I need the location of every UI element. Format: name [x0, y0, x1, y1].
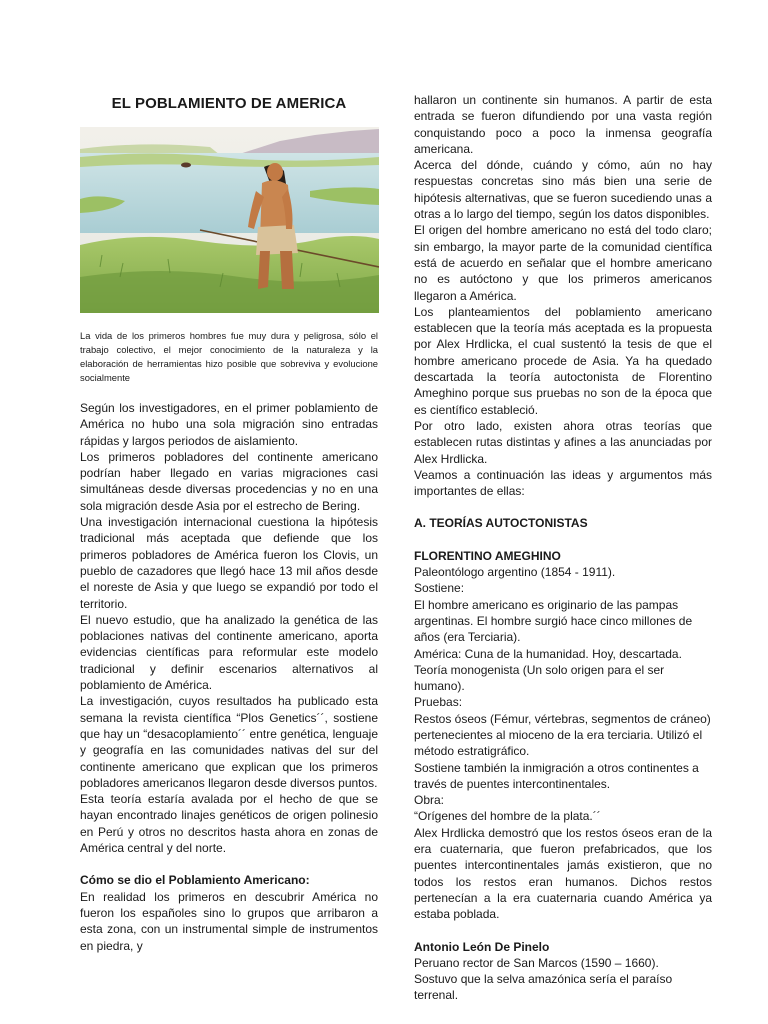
- figure-caption: La vida de los primeros hombres fue muy dura y peligrosa, sólo el trabajo colectivo, el mejor conocimiento de la naturaleza y la elaboración de herramientas hizo posible que sobreviva y evolucione socialmente: [80, 330, 378, 383]
- paragraph: Por otro lado, existen ahora otras teorías que establecen rutas distintas y afines a las anunciadas por Alex Hrdlicka.: [414, 418, 712, 466]
- ameghino-heading: FLORENTINO AMEGHINO: [414, 548, 561, 563]
- list-line: Sostiene:: [414, 581, 465, 596]
- paragraph: La investigación, cuyos resultados ha publicado esta semana la revista científica “Plos Genetics´´, sostiene que hay un “desacoplamiento´´ entre genética, lenguaje y geografía en las comunidades nativas del sur del continente americano que explican que los primeros pobladores americanos llegaron desde diversos puntos.: [80, 694, 378, 790]
- pinelo-heading: Antonio León De Pinelo: [414, 939, 550, 954]
- pinelo-section: [414, 939, 712, 1004]
- list-line: “Orígenes del hombre de la plata.´´: [414, 809, 601, 824]
- left-column: [80, 400, 378, 954]
- paragraph: Los planteamientos del poblamiento americano establecen que la teoría más aceptada es la propuesta por Alex Hrdlicka, el cual sustentó la tesis de que el hombre americano procede de Asia. Ya ha quedado descartada la teoría autoctonista de Florentino Ameghino porque sus pruebas no son de la época que es científico estableció.: [414, 304, 712, 417]
- section-subheading: Cómo se dio el Poblamiento Americano:: [80, 873, 310, 888]
- section-heading: A. TEORÍAS AUTOCTONISTAS: [414, 516, 588, 531]
- paragraph: Según los investigadores, en el primer poblamiento de América no hubo una sola migración sino entradas rápidas y largos periodos de aislamiento.: [80, 401, 378, 448]
- list-line: Alex Hrdlicka demostró que los restos óseos eran de la era cuaternaria, que fueron prefabricados, que los puentes intercontinentales jamás existieron, que no todos los restos eran humanos. Dichos restos pertenecían a la era cuaternaria cuando América ya estaba poblada.: [414, 825, 712, 922]
- list-line: Restos óseos (Fémur, vértebras, segmentos de cráneo) pertenecientes al mioceno de la era terciaria. Utilizó el método estratigráfico.: [414, 711, 711, 759]
- list-line: Sostuvo que la selva amazónica sería el paraíso terrenal.: [414, 972, 673, 1003]
- list-line: Teoría monogenista (Un solo origen para el ser humano).: [414, 662, 665, 694]
- paragraph: El nuevo estudio, que ha analizado la genética de las poblaciones nativas del continente americano, aporta evidencias científicas para reformular este modelo tradicional y definir escenarios alternativos al poblamiento de América.: [80, 612, 378, 693]
- paragraph: Los primeros pobladores del continente americano podrían haber llegado en varias migraciones casi simultáneas desde diversas procedencias y no en una sola migración desde Asia por el estrecho de Bering.: [80, 449, 378, 513]
- list-line: Sostiene también la inmigración a otros continentes a través de puentes intercontinentales.: [414, 760, 699, 791]
- list-line: Paleontólogo argentino (1854 - 1911).: [414, 565, 616, 580]
- paragraph: En realidad los primeros en descubrir América no fueron los españoles sino lo grupos que arribaron a esta zona, con un instrumental simple de instrumentos en piedra, y: [80, 889, 378, 953]
- paragraph: Esta teoría estaría avalada por el hecho de que se hayan encontrado linajes genéticos de origen polinesio en Perú y otros no descritos hasta ahora en zonas de América central y del norte.: [80, 792, 378, 856]
- ameghino-section: [414, 548, 712, 923]
- list-line: Peruano rector de San Marcos (1590 – 1660).: [414, 955, 659, 970]
- list-line: Obra:: [414, 793, 445, 808]
- paragraph: Veamos a continuación las ideas y argumentos más importantes de ellas:: [414, 467, 712, 499]
- paragraph: Acerca del dónde, cuándo y cómo, aún no hay respuestas concretas sino más bien una serie de hipótesis alternativas, que se fueron sucediendo unas a otras a lo largo del tiempo, según los datos disponibles.: [414, 158, 712, 222]
- paragraph: hallaron un continente sin humanos. A partir de esta entrada se fueron difundiendo por una vasta región conquistando poco a poco la inmensa geografía americana.: [414, 93, 712, 156]
- list-line: El hombre americano es originario de las pampas argentinas. El hombre surgió hace cinco millones de años (era Terciaria).: [414, 597, 693, 645]
- prehistoric-hunter-illustration: [80, 127, 379, 313]
- page-title: EL POBLAMIENTO DE AMERICA: [111, 95, 347, 112]
- paragraph: Una investigación internacional cuestiona la hipótesis tradicional más aceptada que defiende que los primeros pobladores de América fueron los Clovis, un pueblo de cazadores que llegó hace 13 mil años desde el noreste de Asia y que luego se expandió por todo el territorio.: [80, 515, 378, 611]
- list-line: Pruebas:: [414, 695, 463, 710]
- paragraph: El origen del hombre americano no está del todo claro; sin embargo, la mayor parte de la comunidad científica está de acuerdo en señalar que el hombre americano no es autóctono y que los primeros americanos llegaron a América.: [414, 223, 712, 303]
- right-column: [414, 92, 712, 1004]
- list-line: América: Cuna de la humanidad. Hoy, descartada.: [414, 646, 682, 661]
